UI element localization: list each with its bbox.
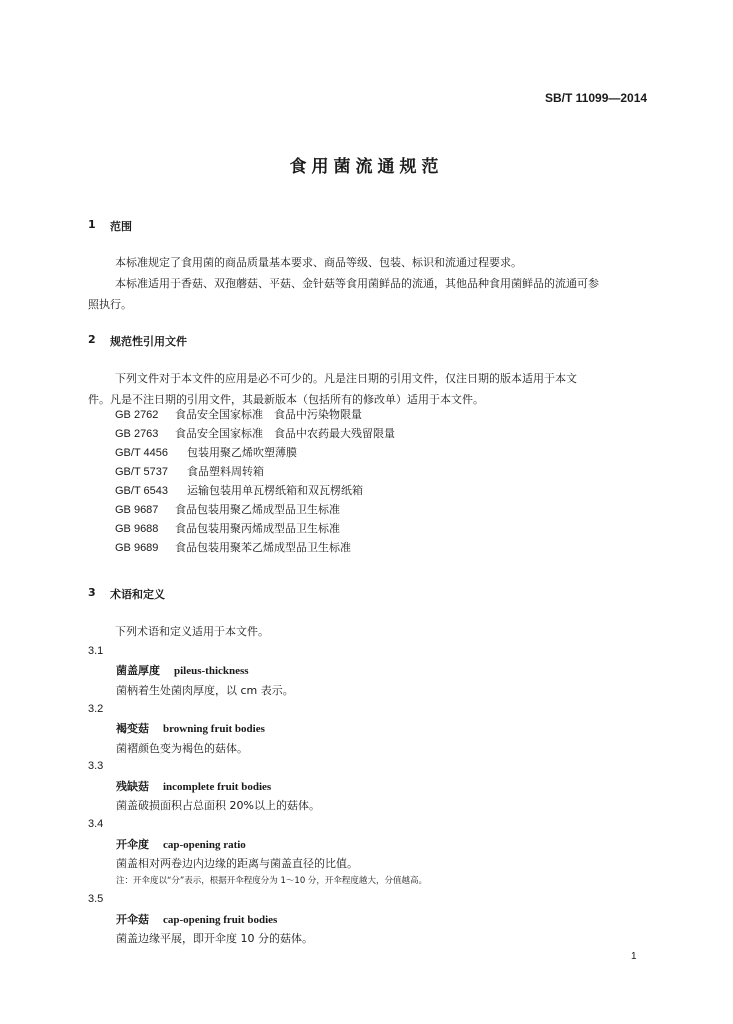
reference-title: 食品安全国家标准 食品中农药最大残留限量 [175,427,395,440]
term-definition: 菌柄着生处菌肉厚度，以 cm 表示。 [116,684,294,697]
term-entry [116,720,265,736]
term-note: 注：开伞度以“分”表示，根据开伞程度分为 1～10 分，开伞程度越大，分值越高。 [116,876,427,886]
section-title: 术语和定义 [110,588,165,601]
paragraph: 本标准适用于香菇、双孢蘑菇、平菇、金针菇等食用菌鲜品的流通，其他品种食用菌鲜品的流通可参 [115,277,599,290]
term-chinese: 开伞度 [116,838,149,851]
term-entry [116,836,246,852]
term-chinese: 残缺菇 [116,780,149,793]
term-english: browning fruit bodies [163,723,265,735]
term-number: 3.3 [88,760,104,772]
reference-item [115,444,297,460]
section-number: 1 [88,218,96,231]
reference-title: 运输包装用单瓦楞纸箱和双瓦楞纸箱 [187,484,363,497]
section-title: 范围 [110,220,132,233]
reference-item [115,482,363,498]
reference-item [115,406,362,422]
term-number: 3.1 [88,645,104,657]
term-definition: 菌盖破损面积占总面积 20%以上的菇体。 [116,799,320,812]
term-definition: 菌褶颜色变为褐色的菇体。 [116,742,248,755]
reference-code: GB/T 6543 [115,485,168,497]
reference-title: 食品塑料周转箱 [187,465,264,478]
section-heading-normative-references [88,333,288,349]
reference-code: GB 9687 [115,504,159,516]
reference-title: 包装用聚乙烯吹塑薄膜 [187,446,297,459]
reference-item [115,539,351,555]
term-chinese: 开伞菇 [116,913,149,926]
reference-item [115,463,264,479]
reference-title: 食品包装用聚丙烯成型品卫生标准 [175,522,340,535]
term-chinese: 菌盖厚度 [116,664,160,677]
term-number: 3.4 [88,818,104,830]
reference-item [115,501,340,517]
term-english: cap-opening ratio [163,839,246,851]
term-english: pileus-thickness [174,665,249,677]
term-definition: 菌盖相对两卷边内边缘的距离与菌盖直径的比值。 [116,857,358,870]
term-chinese: 褐变菇 [116,722,149,735]
reference-title: 食品包装用聚乙烯成型品卫生标准 [175,503,340,516]
term-entry [116,778,271,794]
term-number: 3.5 [88,893,104,905]
reference-code: GB 2763 [115,428,159,440]
term-number: 3.2 [88,703,104,715]
paragraph: 件。凡是不注日期的引用文件，其最新版本（包括所有的修改单）适用于本文件。 [88,393,484,406]
page-number: 1 [631,951,637,962]
paragraph: 照执行。 [88,298,132,311]
section-number: 3 [88,586,96,599]
paragraph: 下列文件对于本文件的应用是必不可少的。凡是注日期的引用文件，仅注日期的版本适用于本文 [115,372,577,385]
reference-code: GB 2762 [115,409,159,421]
reference-code: GB 9688 [115,523,159,535]
reference-code: GB 9689 [115,542,159,554]
section-number: 2 [88,333,96,346]
section-heading-terms-definitions [88,586,288,602]
reference-code: GB/T 5737 [115,466,168,478]
reference-title: 食品安全国家标准 食品中污染物限量 [175,408,362,421]
term-definition: 菌盖边缘平展，即开伞度 10 分的菇体。 [116,932,313,945]
paragraph: 下列术语和定义适用于本文件。 [115,625,269,638]
section-heading-scope [88,218,288,234]
reference-item [115,520,340,536]
reference-item [115,425,395,441]
paragraph: 本标准规定了食用菌的商品质量基本要求、商品等级、包装、标识和流通过程要求。 [115,256,522,269]
term-entry [116,662,249,678]
term-english: cap-opening fruit bodies [163,914,278,926]
term-english: incomplete fruit bodies [163,781,272,793]
document-title: 食用菌流通规范 [289,157,444,177]
reference-code: GB/T 4456 [115,447,168,459]
reference-title: 食品包装用聚苯乙烯成型品卫生标准 [175,541,351,554]
term-entry [116,911,277,927]
section-title: 规范性引用文件 [110,335,187,348]
standard-number: SB/T 11099—2014 [545,91,648,105]
